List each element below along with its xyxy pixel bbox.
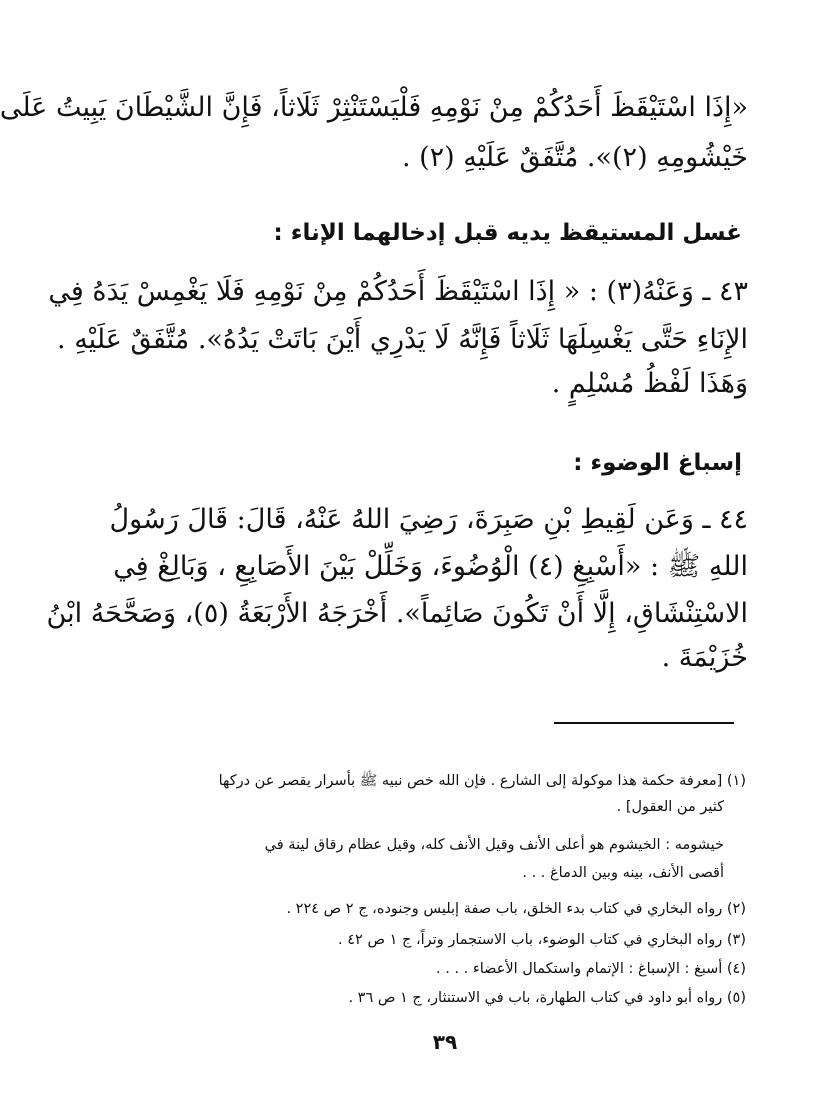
footnote-4: (٤) أسبغ : الإسباغ : الإتمام واستكمال الأعضاء . . . .	[436, 961, 746, 977]
footnote-1-line-4: أقصى الأنف، بينه وبين الدماغ . . .	[522, 865, 724, 881]
footnote-5: (٥) رواه أبو داود في كتاب الطهارة، باب في الاستنثار، ج ١ ص ٣٦ .	[348, 990, 746, 1006]
page-number: ٣٩	[432, 1030, 458, 1054]
footnote-3: (٣) رواه البخاري في كتاب الوضوء، باب الاستجمار وتراً، ج ١ ص ٤٢ .	[338, 932, 746, 948]
hadith-44-line-4: خُزَيْمَةَ .	[661, 642, 748, 673]
hadith-44-line-1: ٤٤ ـ وَعَن لَقِيطِ بْنِ صَبِرَةَ، رَضِيَ اللهُ عَنْهُ، قَالَ: قَالَ رَسُولُ	[109, 504, 748, 535]
hadith-43-line-1: ٤٣ ـ وَعَنْهُ(٣) : « إِذَا اسْتَيْقَظَ أَحَدُكُمْ مِنْ نَوْمِهِ فَلَا يَغْمِسْ يَدَهُ فِي	[48, 276, 748, 307]
hadith-43-line-2: الإِنَاءِ حَتَّى يَغْسِلَهَا ثَلَاثاً فَإِنَّهُ لَا يَدْرِي أَيْنَ بَاتَتْ يَدُهُ». مُتَّفَقٌ عَلَيْهِ .	[57, 324, 748, 355]
hadith-42-line-1: «إِذَا اسْتَيْقَظَ أَحَدُكُمْ مِنْ نَوْمِهِ فَلْيَسْتَنْثِرْ ثَلَاثاً، فَإِنَّ الشَّيْطَانَ يَبِيتُ عَلَى	[0, 92, 748, 123]
footnote-2: (٢) رواه البخاري في كتاب بدء الخلق، باب صفة إبليس وجنوده، ج ٢ ص ٢٢٤ .	[286, 901, 746, 917]
footnote-1-line-2: كثير من العقول] .	[616, 799, 724, 815]
hadith-43-line-3: وَهَذَا لَفْظُ مُسْلِمٍ .	[551, 368, 748, 399]
hadith-42-line-2: خَيْشُومِهِ (٢)». مُتَّفَقٌ عَلَيْهِ (٢) .	[401, 142, 748, 173]
footnote-1-line-1: (١) [معرفة حكمة هذا موكولة إلى الشارع . فإن الله خص نبيه ﷺ بأسرار يقصر عن دركها	[218, 773, 746, 789]
footnote-1-line-3: خيشومه : الخيشوم هو أعلى الأنف وقيل الأنف كله، وقيل عظام رقاق لينة في	[264, 837, 724, 853]
hadith-44-line-2: اللهِ ﷺ : «أَسْبِغِ (٤) الْوُضُوءَ، وَخَلِّلْ بَيْنَ الأَصَابِعِ ، وَبَالِغْ فِي	[113, 551, 748, 582]
hadith-44-line-3: الاسْتِنْشَاقِ، إِلَّا أَنْ تَكُونَ صَائِماً». أَخْرَجَهُ الأَرْبَعَةُ (٥)، وَصَحَّحَهُ ابْنُ	[46, 598, 748, 629]
footnote-separator	[554, 722, 734, 724]
section-heading-washing-hands: غسل المستيقظ يديه قبل إدخالهما الإناء :	[273, 220, 742, 246]
section-heading-isbagh-wudu: إسباغ الوضوء :	[573, 450, 742, 476]
